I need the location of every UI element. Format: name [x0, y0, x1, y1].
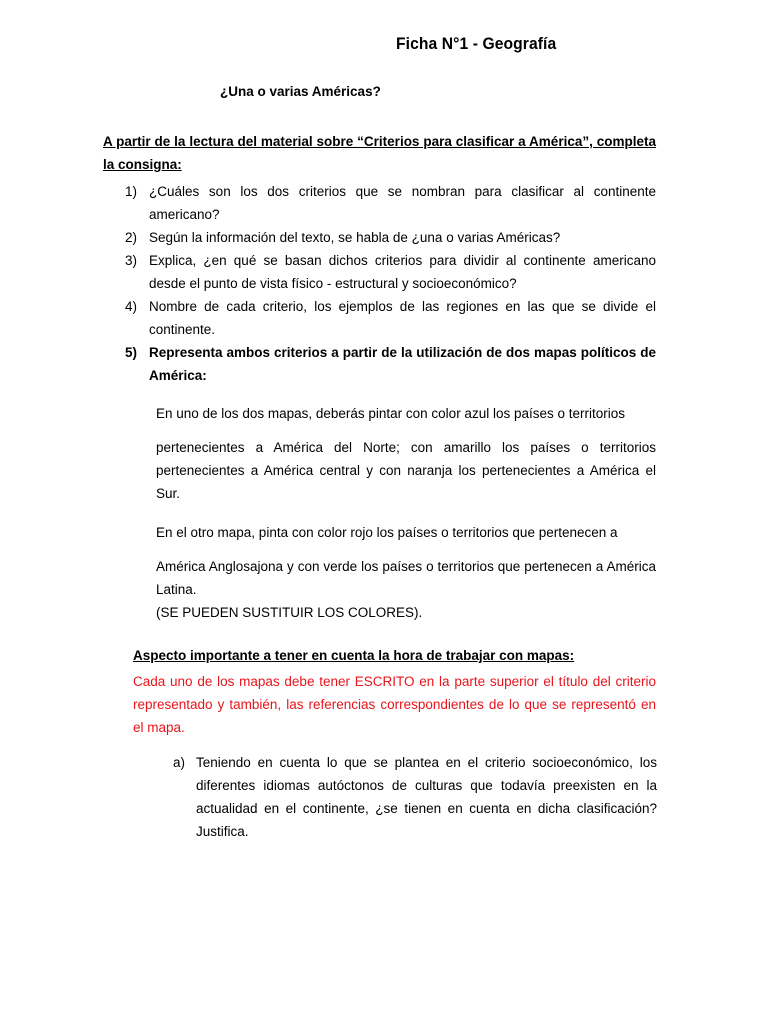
- bullet-item: [133, 521, 656, 624]
- instructions-intro: A partir de la lectura del material sobre “Criterios para clasificar a América”, completa la consigna:: [103, 134, 656, 172]
- item-text: Según la información del texto, se habla de ¿una o varias Américas?: [149, 230, 561, 245]
- list-item: [125, 341, 656, 387]
- lettered-item: [173, 751, 657, 843]
- item-text: Representa ambos criterios a partir de la utilización de dos mapas políticos de América:: [149, 345, 656, 383]
- bullet-text: [156, 521, 656, 624]
- item-number: 1): [125, 184, 138, 199]
- list-item: [125, 295, 656, 341]
- item-number: 4): [125, 299, 138, 314]
- worksheet-title: Ficha N°1 - Geografía: [396, 34, 557, 53]
- bullet-first-line: En el otro mapa, pinta con color rojo los países o territorios que pertenecen a: [156, 525, 618, 540]
- list-item: [125, 249, 656, 295]
- item-letter: a): [173, 755, 186, 770]
- item-text: Explica, ¿en qué se basan dichos criterios para dividir al continente americano desde el punto de vista físico - estructural y socioeconómico?: [149, 253, 656, 291]
- numbered-list: [125, 180, 656, 387]
- item-number: 5): [125, 345, 138, 360]
- item-text: Teniendo en cuenta lo que se plantea en el criterio socioeconómico, los diferentes idiomas autóctonos de culturas que todavía preexisten en la actualidad en el continente, ¿se tienen en cuenta en dicha clasificación? Justifica.: [196, 755, 657, 839]
- item-number: 3): [125, 253, 138, 268]
- bullet-continuation: pertenecientes a América del Norte; con amarillo los países o territorios pertenecientes a América central y con naranja los pertenecientes a América el Sur.: [156, 440, 656, 501]
- bullet-note: (SE PUEDEN SUSTITUIR LOS COLORES).: [156, 605, 423, 620]
- important-aspect-title: Aspecto importante a tener en cuenta la hora de trabajar con mapas:: [133, 648, 575, 663]
- item-text: Nombre de cada criterio, los ejemplos de las regiones en las que se divide el continente.: [149, 299, 656, 337]
- bullet-glyph: [133, 402, 156, 505]
- list-item: [125, 226, 656, 249]
- list-item: [125, 180, 656, 226]
- bullet-text: [156, 402, 656, 505]
- main-question: ¿Una o varias Américas?: [220, 84, 381, 99]
- bullet-continuation: América Anglosajona y con verde los países o territorios que pertenecen a América Latina.: [156, 559, 656, 597]
- item-text: ¿Cuáles son los dos criterios que se nombran para clasificar al continente americano?: [149, 184, 656, 222]
- important-aspect-body: Cada uno de los mapas debe tener ESCRITO en la parte superior el título del criterio representado y también, las referencias correspondientes de lo que se representó en el mapa.: [133, 674, 656, 735]
- bullet-first-line: En uno de los dos mapas, deberás pintar con color azul los países o territorios: [156, 406, 626, 421]
- item-number: 2): [125, 230, 138, 245]
- bullet-item: [133, 402, 656, 505]
- bullet-glyph: [133, 521, 156, 624]
